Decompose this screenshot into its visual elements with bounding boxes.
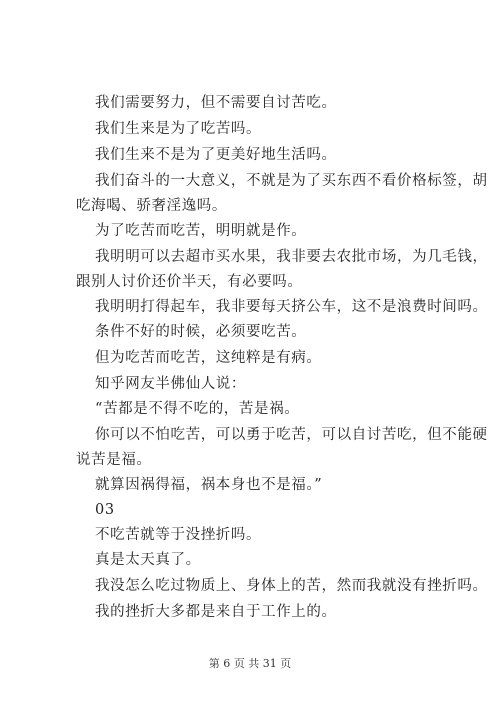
- paragraph-line: 就算因祸得福，祸本身也不是福。”: [95, 477, 323, 493]
- paragraph-line: 知乎网友半佛仙人说：: [95, 376, 246, 392]
- paragraph-line: 说苦是福。: [76, 452, 152, 468]
- paragraph-line: 吃海喝、骄奢淫逸吗。: [76, 198, 227, 214]
- paragraph-line: 我们需要努力，但不需要自讨苦吃。: [95, 95, 337, 111]
- paragraph-line: 我们奋斗的一大意义，不就是为了买东西不看价格标签，胡: [95, 173, 488, 189]
- paragraph-line: 不吃苦就等于没挫折吗。: [95, 527, 262, 543]
- paragraph-line: 条件不好的时候，必须要吃苦。: [95, 324, 307, 340]
- paragraph-line: 你可以不怕吃苦，可以勇于吃苦，可以自讨苦吃，但不能硬: [95, 427, 488, 443]
- section-number: 03: [95, 502, 115, 518]
- paragraph-line: 我明明可以去超市买水果，我非要去农批市场，为几毛钱，: [95, 249, 488, 265]
- paragraph-line: 跟别人讨价还价半天，有必要吗。: [76, 274, 303, 290]
- paragraph-line: 真是太天真了。: [95, 552, 201, 568]
- paragraph-line: “苦都是不得不吃的，苦是祸。: [95, 401, 300, 417]
- paragraph-line: 我明明打得起车，我非要每天挤公车，这不是浪费时间吗。: [95, 299, 488, 315]
- paragraph-line: 我没怎么吃过物质上、身体上的苦，然而我就没有挫折吗。: [95, 578, 488, 594]
- paragraph-line: 我们生来不是为了更美好地生活吗。: [95, 147, 337, 163]
- paragraph-line: 但为吃苦而吃苦，这纯粹是有病。: [95, 350, 322, 366]
- paragraph-line: 我的挫折大多都是来自于工作上的。: [95, 604, 337, 620]
- page-number-footer: 第 6 页 共 31 页: [208, 657, 292, 670]
- paragraph-line: 为了吃苦而吃苦，明明就是作。: [95, 223, 307, 239]
- paragraph-line: 我们生来是为了吃苦吗。: [95, 121, 262, 137]
